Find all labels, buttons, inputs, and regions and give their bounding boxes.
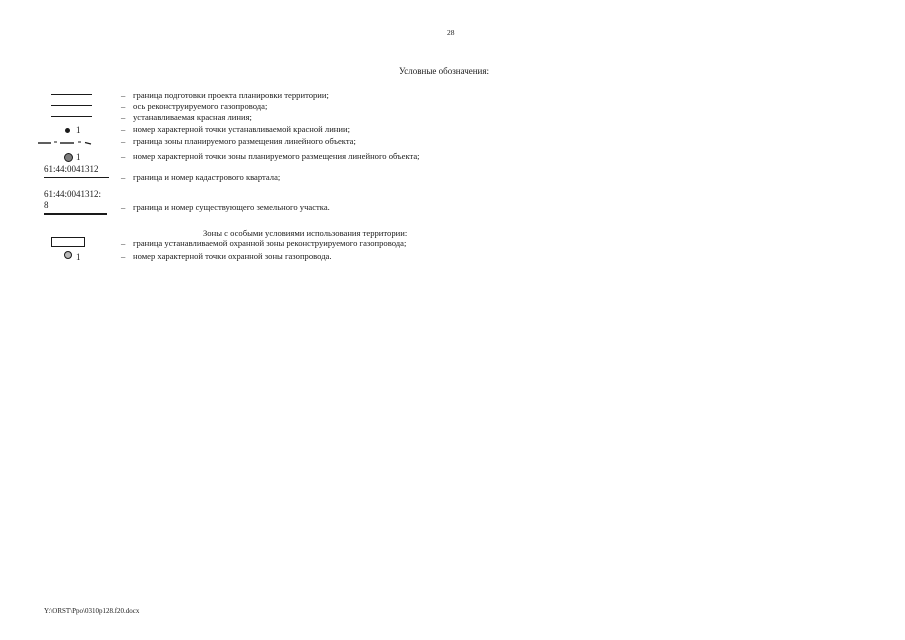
zone-item-text: номер характерной точки охранной зоны газопровода. (133, 251, 332, 261)
legend-title: Условные обозначения: (399, 66, 490, 76)
cadastral-quarter-line (44, 177, 109, 178)
zone-item-text: граница устанавливаемой охранной зоны реконструируемого газопровода; (133, 238, 407, 248)
legend-item-text: граница зоны планируемого размещения линейного объекта; (133, 136, 356, 146)
land-plot-number: 61:44:0041312: (44, 189, 102, 199)
land-plot-line (44, 213, 107, 215)
legend-dash: – (121, 151, 126, 161)
point-number: 1 (76, 125, 81, 135)
circle-dot-icon (64, 153, 73, 162)
legend-dash: – (121, 172, 126, 182)
footer-file-path: Y:\ORST\Ppo\0310p128.f20.docx (44, 607, 140, 615)
rectangle-icon (51, 237, 85, 247)
legend-dash: – (121, 124, 126, 134)
dashed-line-icon (38, 138, 98, 146)
point-number: 1 (76, 152, 81, 162)
cadastral-quarter-number: 61:44:0041312 (44, 164, 99, 174)
legend-item-text: ось реконструируемого газопровода; (133, 101, 268, 111)
legend-dash: – (121, 238, 126, 248)
page-number: 28 (447, 28, 455, 37)
grey-circle-icon (64, 251, 72, 259)
point-number: 1 (76, 252, 81, 262)
legend-item-text: номер характерной точки устанавливаемой красной линии; (133, 124, 350, 134)
zones-title: Зоны с особыми условиями использования территории: (203, 228, 408, 238)
legend-item-text: граница и номер кадастрового квартала; (133, 172, 281, 182)
legend-symbol-solid-line (51, 105, 92, 106)
land-plot-number-suffix: 8 (44, 200, 49, 210)
legend-dash: – (121, 136, 126, 146)
small-dot-icon (65, 128, 70, 133)
legend-symbol-solid-line (51, 116, 92, 117)
legend-dash: – (121, 90, 126, 100)
legend-item-text: номер характерной точки зоны планируемого размещения линейного объекта; (133, 151, 420, 161)
legend-item-text: устанавливаемая красная линия; (133, 112, 252, 122)
legend-item-text: граница подготовки проекта планировки территории; (133, 90, 329, 100)
legend-dash: – (121, 251, 126, 261)
legend-dash: – (121, 112, 126, 122)
legend-symbol-solid-line (51, 94, 92, 95)
legend-dash: – (121, 101, 126, 111)
legend-dash: – (121, 202, 126, 212)
legend-item-text: граница и номер существующего земельного участка. (133, 202, 330, 212)
